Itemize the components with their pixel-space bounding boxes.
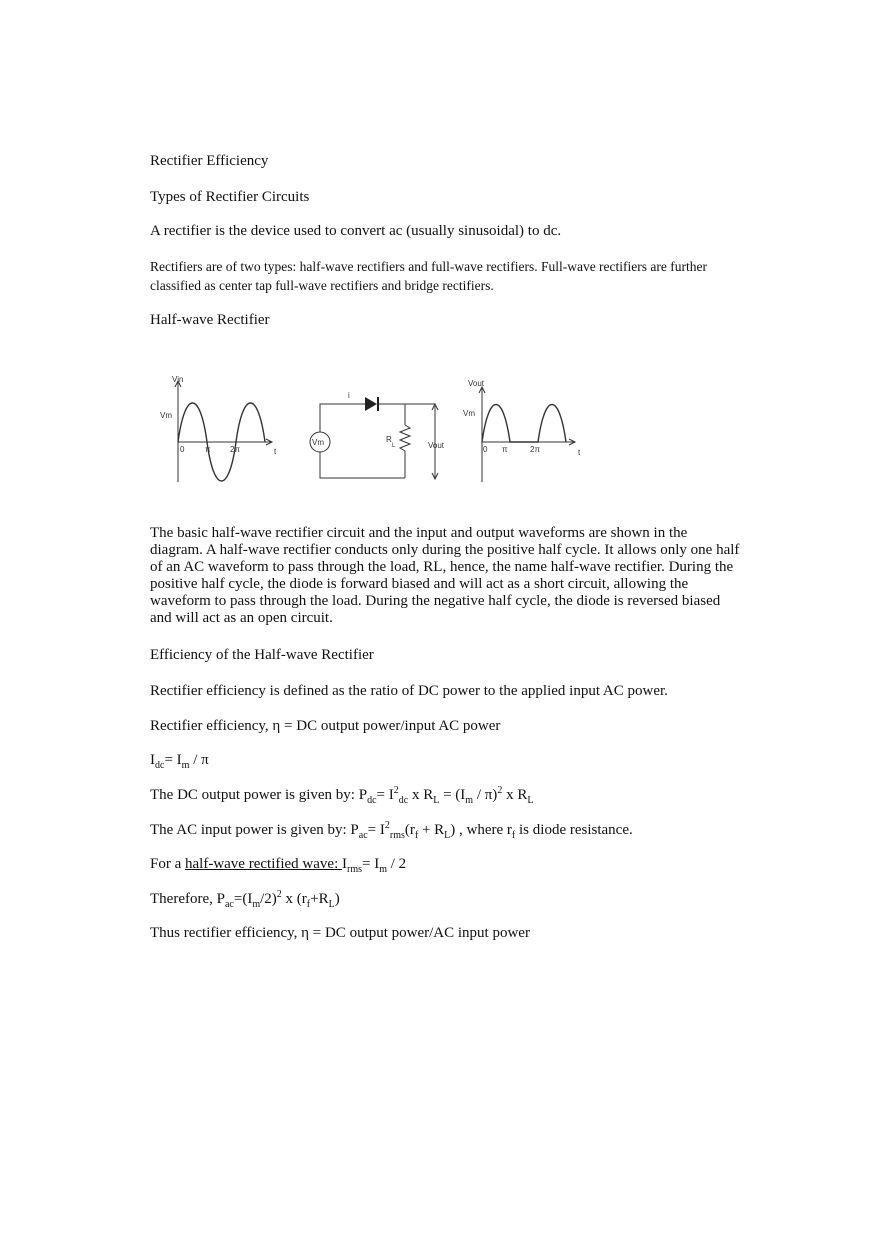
rectifier-circuit xyxy=(310,391,445,479)
section-title-types: Types of Rectifier Circuits xyxy=(150,189,310,205)
source-label: Vm xyxy=(312,438,324,447)
description-paragraph: The basic half-wave rectifier circuit and the input and output waveforms are shown in the diagram. A half-wave rectifier conducts only during the positive half cycle. It allows only one half of an AC waveform to pass through the load, RL, hence, the name half-wave rectifier. During the positive half cycle, the diode is forward biased and will act as a short circuit, allowing the waveform to pass through the load. During the negative half cycle, the diode is reversed biased and will act as an open circuit. xyxy=(150,525,740,626)
section-title-halfwave: Half-wave Rectifier xyxy=(150,312,270,328)
input-axis-label: Vin xyxy=(172,375,184,384)
document-heading: Rectifier Efficiency xyxy=(150,153,269,169)
load-sub-label: L xyxy=(392,443,396,449)
halfwave-rectifier-diagram xyxy=(160,370,600,510)
types-paragraph: Rectifiers are of two types: half-wave rectifiers and full-wave rectifiers. Full-wave rectifiers are further classified as center tap full-wave rectifiers and bridge rectifiers. xyxy=(150,259,707,293)
halfwave-rms-formula: For a half-wave rectified wave: $I_{rms}= I_m / 2$ xyxy=(150,856,407,875)
input-origin-label: 0 xyxy=(180,445,185,454)
idc-formula: $I_{dc}= I_m / \pi$ xyxy=(150,752,209,771)
dc-power-formula: The DC output power is given by: $P_{dc}= I^2_{dc}$ x $R_L = (I_m / \pi)^2$ x $R_L$ xyxy=(150,785,534,806)
output-waveform xyxy=(463,379,581,482)
therefore-formula: Therefore, $P_{ac}=(I_m/2)^2$ x $(r_f+R_L)$ xyxy=(150,889,340,910)
thus-formula: Thus rectifier efficiency, η = DC output power/AC input power xyxy=(150,925,530,941)
efficiency-formula: Rectifier efficiency, η = DC output power/input AC power xyxy=(150,718,501,734)
definition-text: Rectifier efficiency is defined as the ratio of DC power to the applied input AC power. xyxy=(150,683,668,699)
intro-text: A rectifier is the device used to convert ac (usually sinusoidal) to dc. xyxy=(150,223,562,239)
output-axis-label: Vout xyxy=(468,379,485,388)
output-origin-label: 0 xyxy=(483,445,488,454)
output-peak-label: Vm xyxy=(463,409,475,418)
output-2pi-label: 2π xyxy=(530,445,540,454)
resistor-icon xyxy=(400,425,410,478)
ac-power-formula: The AC input power is given by: $P_{ac}= I^2_{rms}(r_f + R_L)$ , where $r_f$ is diode resistance. xyxy=(150,820,633,841)
output-t-label: t xyxy=(578,448,581,457)
diode-icon xyxy=(365,397,377,411)
vout-label: Vout xyxy=(428,441,445,450)
input-2pi-label: 2π xyxy=(230,445,240,454)
section-title-efficiency: Efficiency of the Half-wave Rectifier xyxy=(150,647,374,663)
load-label: R xyxy=(386,435,392,444)
input-pi-label: π xyxy=(205,445,211,454)
output-pi-label: π xyxy=(502,445,508,454)
current-label: i xyxy=(348,391,350,400)
input-peak-label: Vm xyxy=(160,411,172,420)
input-t-label: t xyxy=(274,447,277,456)
input-waveform xyxy=(160,375,277,482)
halfwave-rectifier-figure xyxy=(160,370,600,510)
